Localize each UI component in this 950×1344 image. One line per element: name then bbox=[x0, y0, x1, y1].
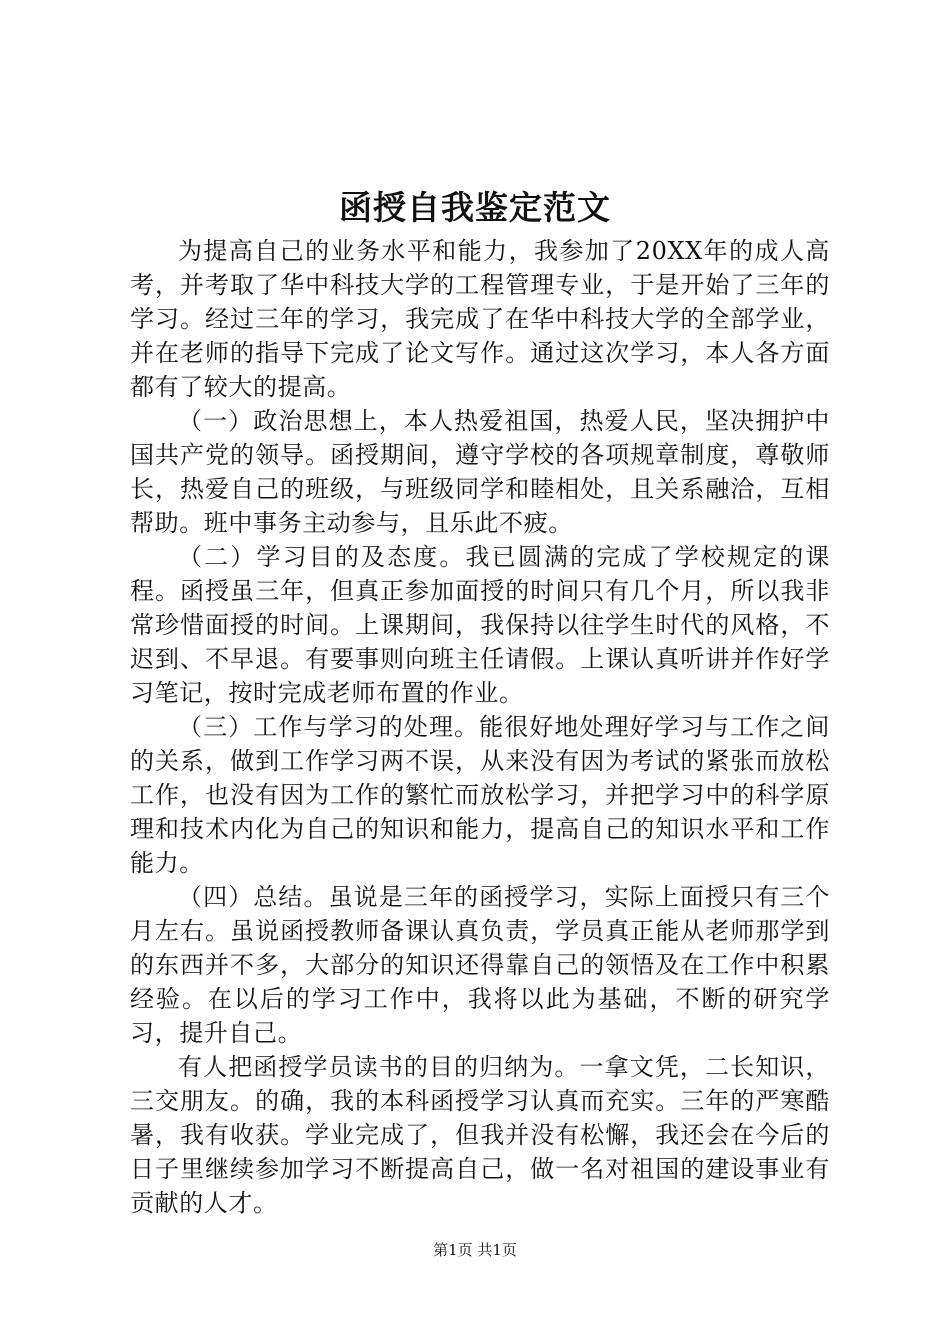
paragraph-conclusion: 有人把函授学员读书的目的归纳为。一拿文凭，二长知识，三交朋友。的确，我的本科函授学习认真而充实。三年的严寒酷暑，我有收获。学业完成了，但我并没有松懈，我还会在今后的日子里继续参加学习不断提高自己，做一名对祖国的建设事业有贡献的人才。 bbox=[130, 1053, 830, 1217]
document-body bbox=[130, 234, 830, 1220]
paragraph-politics: （一）政治思想上，本人热爱祖国，热爱人民，坚决拥护中国共产党的领导。函授期间，遵守学校的各项规章制度，尊敬师长，热爱自己的班级，与班级同学和睦相处，且关系融洽，互相帮助。班中事务主动参与，且乐此不疲。 bbox=[130, 407, 830, 537]
paragraph-summary: （四）总结。虽说是三年的函授学习，实际上面授只有三个月左右。虽说函授教师备课认真负责，学员真正能从老师那学到的东西并不多，大部分的知识还得靠自己的领悟及在工作中积累经验。在以后的学习工作中，我将以此为基础，不断的研究学习，提升自己。 bbox=[130, 883, 830, 1047]
document-title: 函授自我鉴定范文 bbox=[339, 188, 611, 227]
paragraph-work-study-balance: （三）工作与学习的处理。能很好地处理好学习与工作之间的关系，做到工作学习两不误，从来没有因为考试的紧张而放松工作，也没有因为工作的繁忙而放松学习，并把学习中的科学原理和技术内化为自己的知识和能力，提高自己的知识水平和工作能力。 bbox=[130, 713, 830, 877]
paragraph-intro: 为提高自己的业务水平和能力，我参加了20XX年的成人高考，并考取了华中科技大学的工程管理专业，于是开始了三年的学习。经过三年的学习，我完成了在华中科技大学的全部学业，并在老师的指导下完成了论文写作。通过这次学习，本人各方面都有了较大的提高。 bbox=[130, 237, 830, 401]
paragraph-study-attitude: （二）学习目的及态度。我已圆满的完成了学校规定的课程。函授虽三年，但真正参加面授的时间只有几个月，所以我非常珍惜面授的时间。上课期间，我保持以往学生时代的风格，不迟到、不早退。有要事则向班主任请假。上课认真听讲并作好学习笔记，按时完成老师布置的作业。 bbox=[130, 543, 830, 707]
page-number-footer: 第1页 共1页 bbox=[433, 1241, 517, 1259]
